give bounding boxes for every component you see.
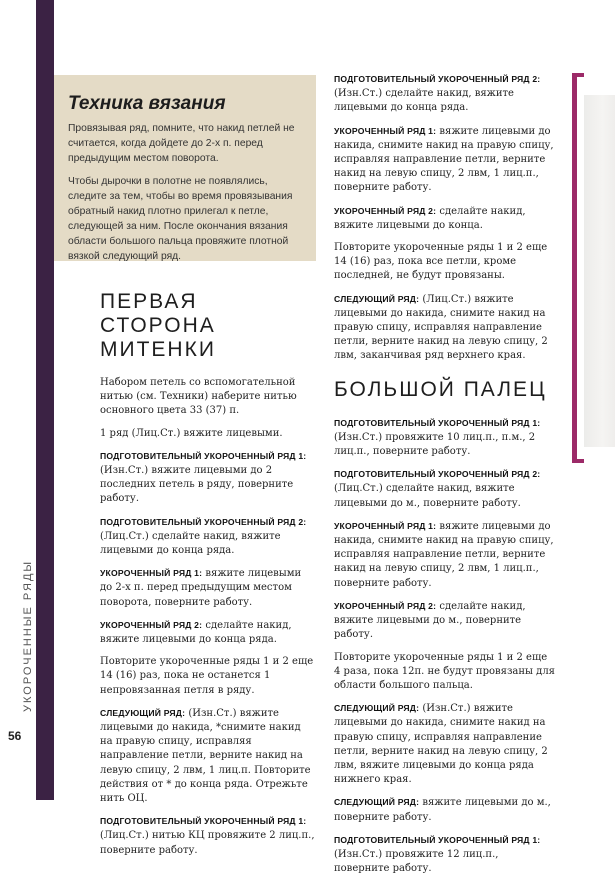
technique-paragraph: Чтобы дырочки в полотне не появлялись, следите за тем, чтобы во время провязывания обратный накид плотно прилегал к петле, следующей за ним. После окончания вязания области большого пальца провяжите плотной вязкой следующий ряд.: [68, 176, 293, 262]
section-side-title: УКОРОЧЕННЫЕ РЯДЫ: [22, 559, 34, 712]
instruction-paragraph: [334, 599, 556, 643]
left-column: [100, 290, 315, 866]
instruction-text: (Изн.Ст.) провяжите 12 лиц.п., поверните работу.: [334, 848, 499, 875]
right-column: [334, 72, 556, 884]
instruction-paragraph: [334, 124, 556, 196]
instruction-text: вяжите лицевыми до накида, снимите накид на правую спицу, исправляя направление петли, верните накид на левую спицу, 2 лвм, 1 лиц.п., поверните работу.: [334, 125, 554, 194]
instruction-text: вяжите лицевыми до м., поверните работу.: [334, 797, 551, 823]
instruction-paragraph: [334, 833, 556, 877]
accent-bracket-bottom: [572, 459, 584, 463]
accent-bracket: [572, 73, 577, 463]
technique-paragraph: Провязывая ряд, помните, что накид петлей не считается, когда дойдете до 2-х п. перед предыдущим местом поворота.: [68, 123, 295, 164]
instruction-text: (Изн.Ст.) вяжите лицевыми до накида, снимите накид на правую спицу, исправляя направление петли, верните накид на левую спицу, 2 лвм, вяжите лицевыми до конца ряда нижнего края.: [334, 703, 548, 786]
row-label: ПОДГОТОВИТЕЛЬНЫЙ УКОРОЧЕННЫЙ РЯД 1:: [100, 450, 307, 461]
instruction-text: (Изн.Ст.) вяжите лицевыми до накида, *снимите накид на правую спицу, исправляя направление петли, верните накид на левую спицу, 2 лвм, 1 лиц.п. Повторите действия от * до конца ряда. Отрежьте нить ОЦ.: [100, 707, 311, 805]
row-label: УКОРОЧЕННЫЙ РЯД 1:: [100, 568, 203, 579]
instruction-text: Повторите укороченные ряды 1 и 2 еще 14 (16) раз, пока не останется 1 непровязанная петля в ряду.: [100, 656, 314, 696]
instruction-paragraph: [334, 701, 556, 787]
instruction-text: сделайте накид, вяжите лицевыми до конца ряда.: [100, 619, 292, 646]
instruction-paragraph: [100, 427, 315, 441]
row-label: ПОДГОТОВИТЕЛЬНЫЙ УКОРОЧЕННЫЙ РЯД 1:: [334, 834, 541, 845]
instruction-text: Набором петель со вспомогательной нитью (см. Техники) наберите нитью основного цвета 33 (37) п.: [100, 377, 297, 417]
instruction-text: 1 ряд (Лиц.Ст.) вяжите лицевыми.: [100, 427, 283, 439]
instruction-text: (Лиц.Ст.) сделайте накид, вяжите лицевыми до конца ряда.: [100, 530, 281, 557]
instruction-paragraph: [334, 519, 556, 591]
instruction-paragraph: [334, 204, 556, 233]
photo-edge: [584, 95, 615, 447]
instruction-text: сделайте накид, вяжите лицевыми до конца.: [334, 205, 526, 231]
instruction-text: Повторите укороченные ряды 1 и 2 еще 4 раза, пока 12п. не будут провязаны для области большого пальца.: [334, 651, 555, 691]
row-label: ПОДГОТОВИТЕЛЬНЫЙ УКОРОЧЕННЫЙ РЯД 2:: [334, 469, 541, 480]
instruction-paragraph: [334, 416, 556, 460]
instruction-paragraph: [100, 449, 315, 507]
accent-bracket-top: [572, 73, 584, 77]
page-number: 56: [8, 729, 22, 743]
instruction-text: (Изн.Ст.) провяжите 10 лиц.п., п.м., 2 лиц.п., поверните работу.: [334, 431, 536, 458]
instruction-paragraph: [100, 566, 315, 610]
instruction-paragraph: [100, 706, 315, 806]
row-label: УКОРОЧЕННЫЙ РЯД 2:: [334, 600, 437, 611]
instruction-text: (Изн.Ст.) вяжите лицевыми до 2 последних петель в ряду, поверните работу.: [100, 465, 294, 505]
row-label: СЛЕДУЮЩИЙ РЯД:: [334, 293, 420, 304]
instruction-paragraph: [334, 292, 556, 364]
row-label: СЛЕДУЮЩИЙ РЯД:: [100, 707, 186, 718]
section-heading: БОЛЬШОЙ ПАЛЕЦ: [334, 377, 547, 401]
instruction-paragraph: [100, 655, 315, 698]
instruction-paragraph: [100, 618, 315, 647]
left-color-band: [36, 0, 54, 800]
technique-box: [54, 75, 316, 261]
row-label: СЛЕДУЮЩИЙ РЯД:: [334, 703, 420, 714]
instruction-text: вяжите лицевыми до накида, снимите накид на правую спицу, исправляя направление петли, верните накид на левую спицу, 2 лвм, 1 лиц.п., поверните работу.: [334, 520, 554, 589]
instruction-paragraph: [100, 814, 315, 858]
row-label: ПОДГОТОВИТЕЛЬНЫЙ УКОРОЧЕННЫЙ РЯД 1:: [100, 816, 307, 827]
instruction-text: (Лиц.Ст.) нитью КЦ провяжите 2 лиц.п., поверните работу.: [100, 830, 315, 856]
instruction-paragraph: [334, 241, 556, 284]
instruction-paragraph: [100, 515, 315, 559]
row-label: ПОДГОТОВИТЕЛЬНЫЙ УКОРОЧЕННЫЙ РЯД 1:: [334, 417, 541, 428]
instruction-paragraph: [334, 467, 556, 511]
instruction-text: (Лиц.Ст.) сделайте накид, вяжите лицевыми до м., поверните работу.: [334, 483, 521, 509]
row-label: УКОРОЧЕННЫЙ РЯД 2:: [334, 205, 437, 216]
instruction-text: (Изн.Ст.) сделайте накид, вяжите лицевыми до конца ряда.: [334, 88, 514, 114]
row-label: УКОРОЧЕННЫЙ РЯД 2:: [100, 619, 203, 630]
instruction-paragraph: [100, 376, 315, 419]
instruction-paragraph: [334, 651, 556, 694]
row-label: УКОРОЧЕННЫЙ РЯД 1:: [334, 125, 437, 136]
instruction-text: Повторите укороченные ряды 1 и 2 еще 14 (16) раз, пока все петли, кроме последней, не будут провязаны.: [334, 242, 548, 282]
instruction-text: вяжите лицевыми до 2-х п. перед предыдущим местом поворота, поверните работу.: [100, 568, 302, 608]
instruction-text: (Лиц.Ст.) вяжите лицевыми до накида, снимите накид на правую спицу, исправляя направление петли, верните накид на левую спицу, 2 лвм, заканчивая ряд верхнего края.: [334, 293, 548, 362]
section-heading: ПЕРВАЯ СТОРОНА МИТЕНКИ: [100, 290, 216, 361]
row-label: ПОДГОТОВИТЕЛЬНЫЙ УКОРОЧЕННЫЙ РЯД 2:: [334, 74, 541, 84]
row-label: СЛЕДУЮЩИЙ РЯД:: [334, 797, 420, 808]
instruction-paragraph: [334, 72, 556, 116]
row-label: УКОРОЧЕННЫЙ РЯД 1:: [334, 520, 437, 531]
row-label: ПОДГОТОВИТЕЛЬНЫЙ УКОРОЧЕННЫЙ РЯД 2:: [100, 516, 307, 527]
instruction-text: сделайте накид, вяжите лицевыми до м., поверните работу.: [334, 600, 526, 641]
technique-title: Техника вязания: [68, 93, 226, 114]
